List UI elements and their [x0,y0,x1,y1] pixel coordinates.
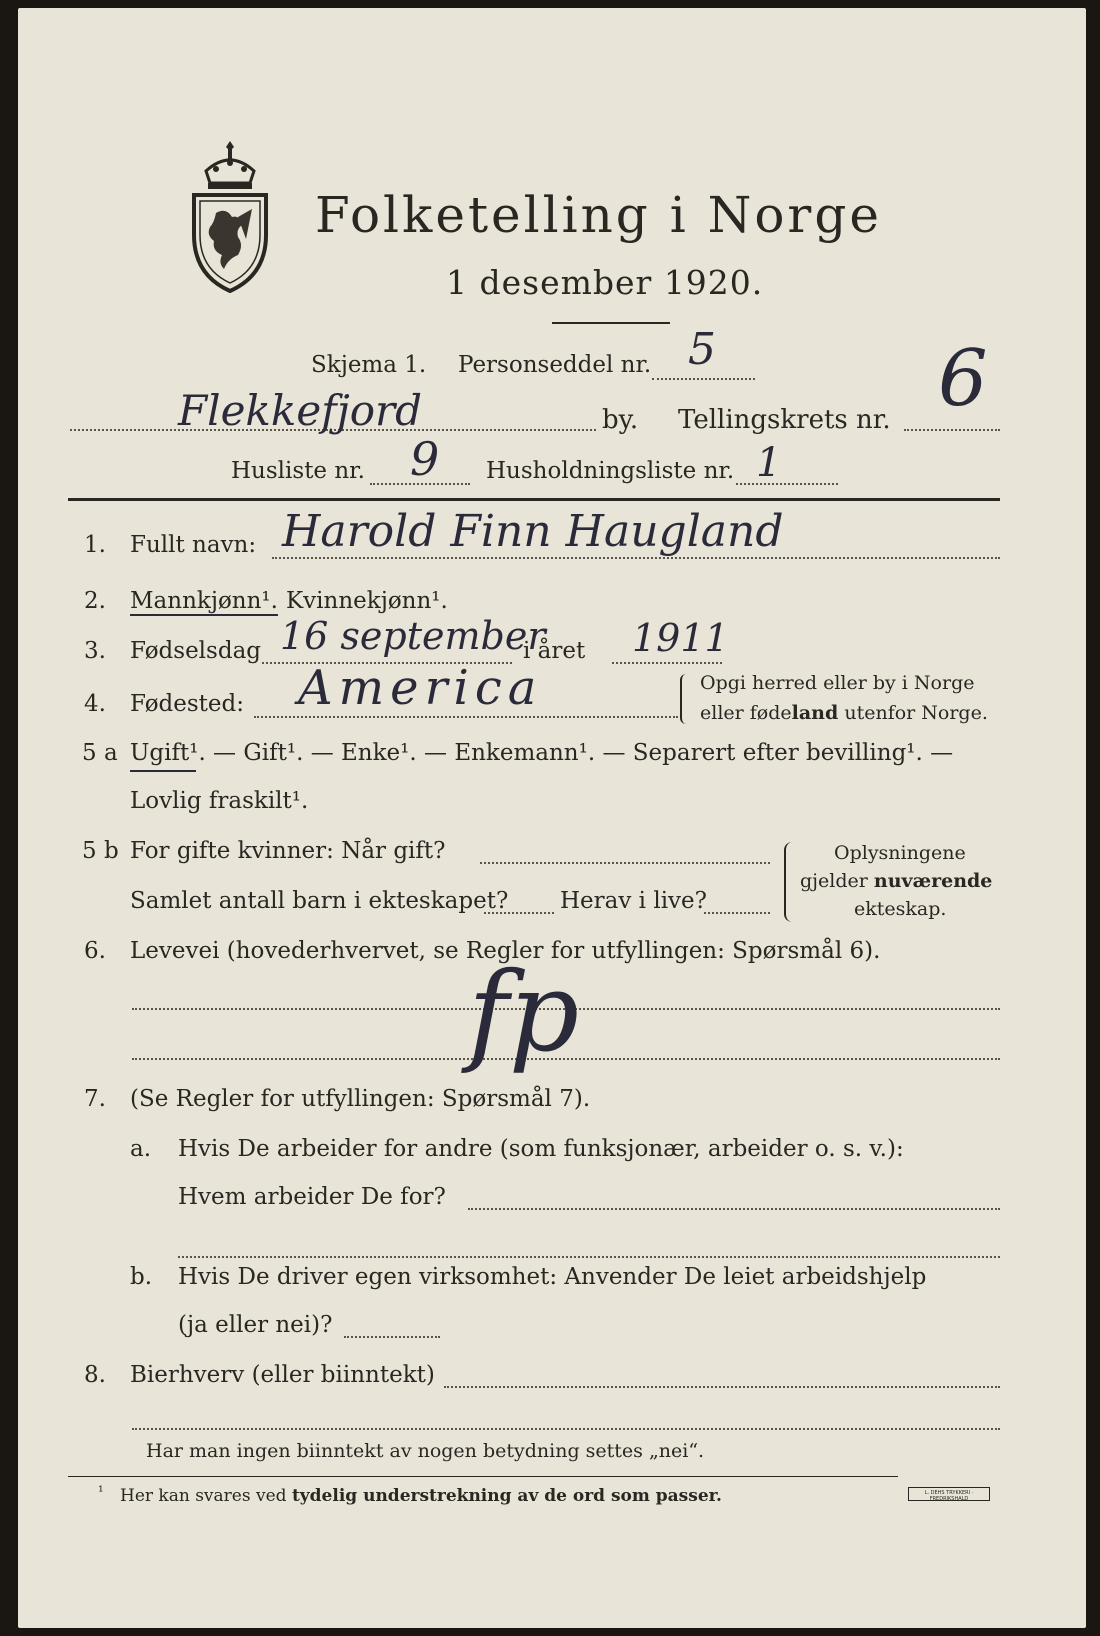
q5b-children-field[interactable] [484,912,554,914]
census-date: 1 desember 1920. [446,263,764,302]
personseddel-field[interactable] [652,378,755,380]
ugift-underline [130,770,196,772]
q8-note: Har man ingen biinntekt av nogen betydning settes „nei“. [146,1440,705,1462]
tellingskrets-label: Tellingskrets nr. [678,405,891,435]
q6-label: Levevei (hovederhvervet, se Regler for utfyllingen: Spørsmål 6). [130,938,881,964]
personseddel-value: 5 [688,324,716,375]
footnote-divider [68,1476,898,1477]
q1-label: Fullt navn: [130,532,257,558]
husholdningsliste-label: Husholdningsliste nr. [486,458,735,484]
q5b-line2a: Samlet antall barn i ekteskapet? [130,888,509,914]
q7a-letter: a. [130,1136,152,1162]
q4-note-line2-bold: land [791,702,839,724]
q1-field[interactable] [272,557,1000,559]
q6-number: 6. [84,938,106,964]
q4-note-line2-pre: eller føde [700,702,792,724]
by-value: Flekkefjord [178,386,423,435]
q7a-field-line1[interactable] [468,1208,1000,1210]
q7b-letter: b. [130,1264,153,1290]
footnote-text [120,1486,722,1506]
q8-field-line2[interactable] [132,1428,1000,1430]
footnote-mark: ¹ [98,1484,104,1500]
form-title: Folketelling i Norge [315,186,882,244]
footnote-pre: Her kan svares ved [120,1486,292,1506]
q7a-line2: Hvem arbeider De for? [178,1184,446,1210]
q5b-note2 [800,870,992,892]
q5a-line2[interactable]: Lovlig fraskilt¹. [130,788,309,814]
husliste-label: Husliste nr. [231,458,365,484]
q5b-note3: ekteskap. [854,898,947,920]
q4-note-line2-post: utenfor Norge. [838,702,988,724]
q7b-line2: (ja eller nei)? [178,1312,333,1338]
q7-label: (Se Regler for utfyllingen: Spørsmål 7). [130,1086,591,1112]
q1-number: 1. [84,532,106,558]
q5b-number: 5 b [82,838,119,864]
q3-year-label: i året [523,638,586,664]
q5b-alive-field[interactable] [704,912,770,914]
q4-value: America [298,660,543,716]
q4-note-brace [680,674,686,724]
q5b-line2b: Herav i live? [560,888,707,914]
q5a-number: 5 a [82,740,118,766]
coat-of-arms-icon [188,133,272,293]
tellingskrets-value: 6 [938,334,988,424]
personseddel-label: Personseddel nr. [458,352,652,378]
q5b-note1: Oplysningene [834,842,966,864]
q7a-field-line2[interactable] [178,1256,1000,1258]
census-form-page [18,8,1086,1628]
q4-note-line1: Opgi herred eller by i Norge [700,672,975,694]
q4-field[interactable] [254,716,678,718]
header-divider [68,498,1000,501]
printer-stamp: L. DEHS TRYKKERI · FREDRIKSHALD [908,1487,990,1501]
q8-field-line1[interactable] [444,1386,1000,1388]
q3-label: Fødselsdag [130,638,262,664]
q5b-married-field[interactable] [480,862,770,864]
q1-value: Harold Finn Haugland [282,506,784,557]
q4-number: 4. [84,691,106,717]
husholdningsliste-value: 1 [756,440,782,486]
q8-number: 8. [84,1362,106,1388]
q5a-options[interactable]: Ugift¹. — Gift¹. — Enke¹. — Enkemann¹. — Separert efter bevilling¹. — [130,740,954,766]
q8-label: Bierhverv (eller biinntekt) [130,1362,435,1388]
q3-year-field[interactable] [612,662,722,664]
q7-number: 7. [84,1086,106,1112]
q5b-note-brace [784,842,792,922]
footnote-bold: tydelig understrekning av de ord som passer. [291,1486,722,1506]
q6-value: fp [468,948,580,1076]
q3-number: 3. [84,638,106,664]
by-label: by. [602,405,639,435]
skjema-label: Skjema 1. [311,352,427,378]
q5b-note2-bold: nuværende [873,870,993,892]
q7b-field[interactable] [344,1336,440,1338]
title-divider [552,322,670,324]
q5b-line1: For gifte kvinner: Når gift? [130,838,446,864]
q4-label: Fødested: [130,691,245,717]
q7a-line1: Hvis De arbeider for andre (som funksjonær, arbeider o. s. v.): [178,1136,904,1162]
q7b-line1: Hvis De driver egen virksomhet: Anvender De leiet arbeidshjelp [178,1264,927,1290]
q3-value: 16 september [280,614,546,658]
tellingskrets-field[interactable] [904,429,1000,431]
husholdningsliste-field[interactable] [736,483,838,485]
husliste-value: 9 [410,432,440,486]
q2-male-option[interactable]: Mannkjønn¹. [130,588,278,614]
q2-number: 2. [84,588,106,614]
q2-female-option[interactable]: Kvinnekjønn¹. [286,588,448,614]
q5b-note2-pre: gjelder [800,870,874,892]
q3-year-value: 1911 [632,616,729,660]
q4-note-line2 [700,702,988,724]
